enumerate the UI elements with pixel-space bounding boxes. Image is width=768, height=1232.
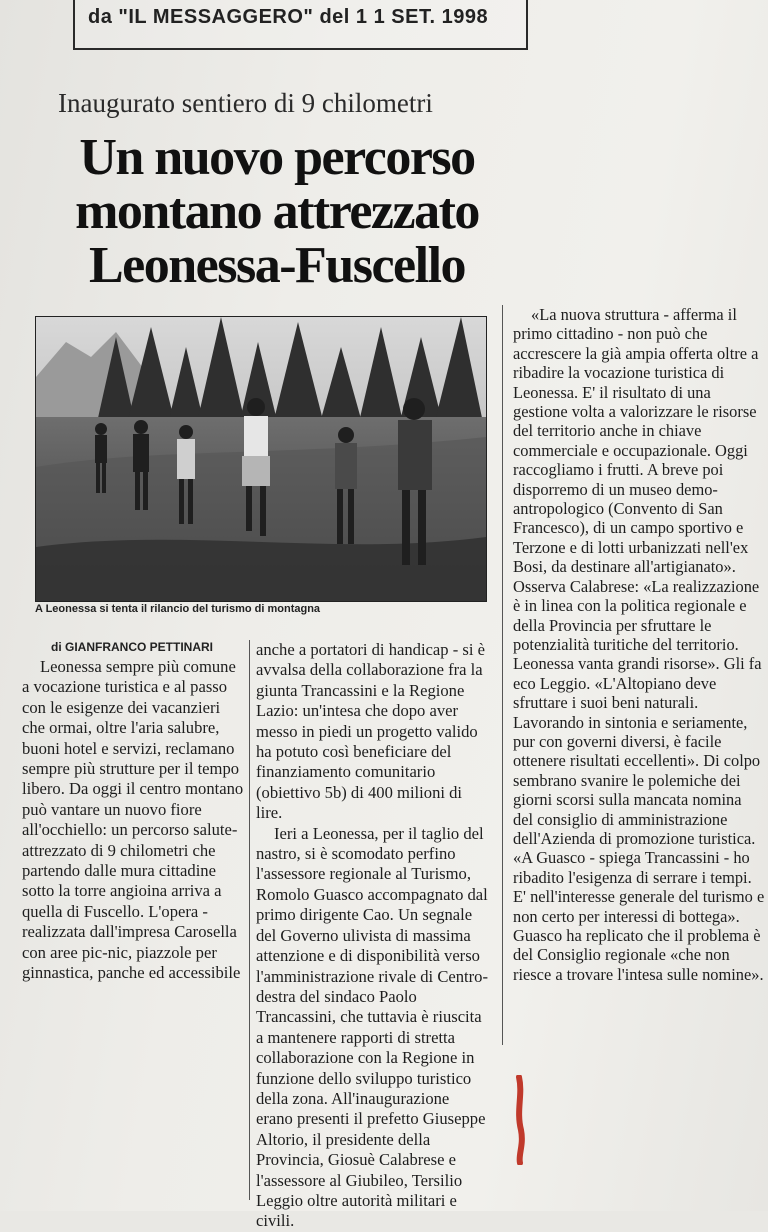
- article-column-1: [22, 657, 244, 984]
- article-column-2: [256, 640, 488, 1232]
- article-kicker: Inaugurato sentiero di 9 chilometri: [58, 88, 433, 118]
- paragraph: Leonessa sempre più comune a vocazione turistica e al passo con le esigenze dei vacanzieri che ormai, oltre l'aria salubre, buoni hotel e servizi, reclamano sempre più strutture per il tempo libero. Da oggi il centro montano può vantare un nuovo fiore all'occhiello: un percorso salute-attrezzato di 9 chilometri che partendo dalle mura cittadine sotto la torre angioina arriva a quella di Fuscello. L'opera - realizzata dall'impresa Carosella con aree pic-nic, piazzole per ginnastica, panche ed accessibile: [22, 657, 244, 983]
- column-divider: [502, 305, 503, 1045]
- byline: di GIANFRANCO PETTINARI: [51, 640, 213, 654]
- paragraph: anche a portatori di handicap - si è avvalsa della collaborazione fra la giunta Trancassini e la Regione Lazio: un'intesa che dopo aver messo in piedi un progetto valido ha potuto così beneficiare del finanziamento comunitario (obiettivo 5b) di 400 milioni di lire.: [256, 640, 485, 823]
- paragraph: «La nuova struttura - afferma il primo cittadino - non può che accrescere la già ampia offerta oltre a ribadire la vocazione turistica di Leonessa. E' il risultato di una gestione volta a valorizzare le risorse del territorio anche in chiave commerciale e occupazionale. Oggi raccogliamo i frutti. A breve poi disporremo di un museo demo-antropologico (Convento di San Francesco), di un campo sportivo e Terzone e di lotti urbanizzati nell'ex Bosi, da destinare all'artigianato». Osserva Calabrese: «La realizzazione è in linea con la politica regionale e della Provincia per sfruttare le potenzialità turitiche del territorio. Leonessa vanta grandi risorse». Gli fa eco Leggio. «L'Altopiano deve sfruttare i suoi beni naturali. Lavorando in sintonia e seriamente, pur con governi diversi, è facile ottenere risultati eccellenti». Di colpo sembrano svanire le polemiche dei giorni scorsi sulla mancata nomina del consiglio di amministrazione dell'Azienda di promozione turistica. «A Guasco - spiega Trancassini - ho ribadito l'esigenza di serrare i tempi. E' nell'interesse generale del turismo e non certo per interessi di bottega». Guasco ha replicato che il problema è del Consiglio regionale «che non riesce a trovare l'intesa sulle nomine».: [513, 305, 765, 984]
- article-column-3: [513, 305, 765, 984]
- hikers-photo-illustration: [36, 317, 486, 601]
- photo-caption: A Leonessa si tenta il rilancio del turismo di montagna: [35, 603, 321, 615]
- article-headline: [42, 131, 512, 293]
- column-divider: [249, 640, 250, 1200]
- source-stamp: da "IL MESSAGGERO" del 1 1 SET. 1998: [88, 6, 489, 28]
- article-photo: [35, 316, 487, 602]
- paragraph: Ieri a Leonessa, per il taglio del nastro, si è scomodato perfino l'assessore regionale al Turismo, Romolo Guasco accompagnato dal primo dirigente Cao. Un segnale del Governo ulivista di massima attenzione e di disponibilità verso l'amministrazione rivale di Centro-destra del sindaco Paolo Trancassini, che tuttavia è riuscita a mantenere rapporti di stretta collaborazione con la Regione in funzione dello sviluppo turistico della zona. All'inaugurazione erano presenti il prefetto Giuseppe Altorio, il presidente della Provincia, Giosuè Calabrese e l'assessore al Giubileo, Tersilio Leggio oltre autorità militari e civili.: [256, 823, 489, 1231]
- red-pencil-mark: [512, 1075, 528, 1165]
- headline-line-3: Leonessa-Fuscello: [88, 237, 466, 294]
- headline-line-1: Un nuovo percorso: [79, 129, 475, 186]
- headline-line-2: montano attrezzato: [75, 183, 479, 240]
